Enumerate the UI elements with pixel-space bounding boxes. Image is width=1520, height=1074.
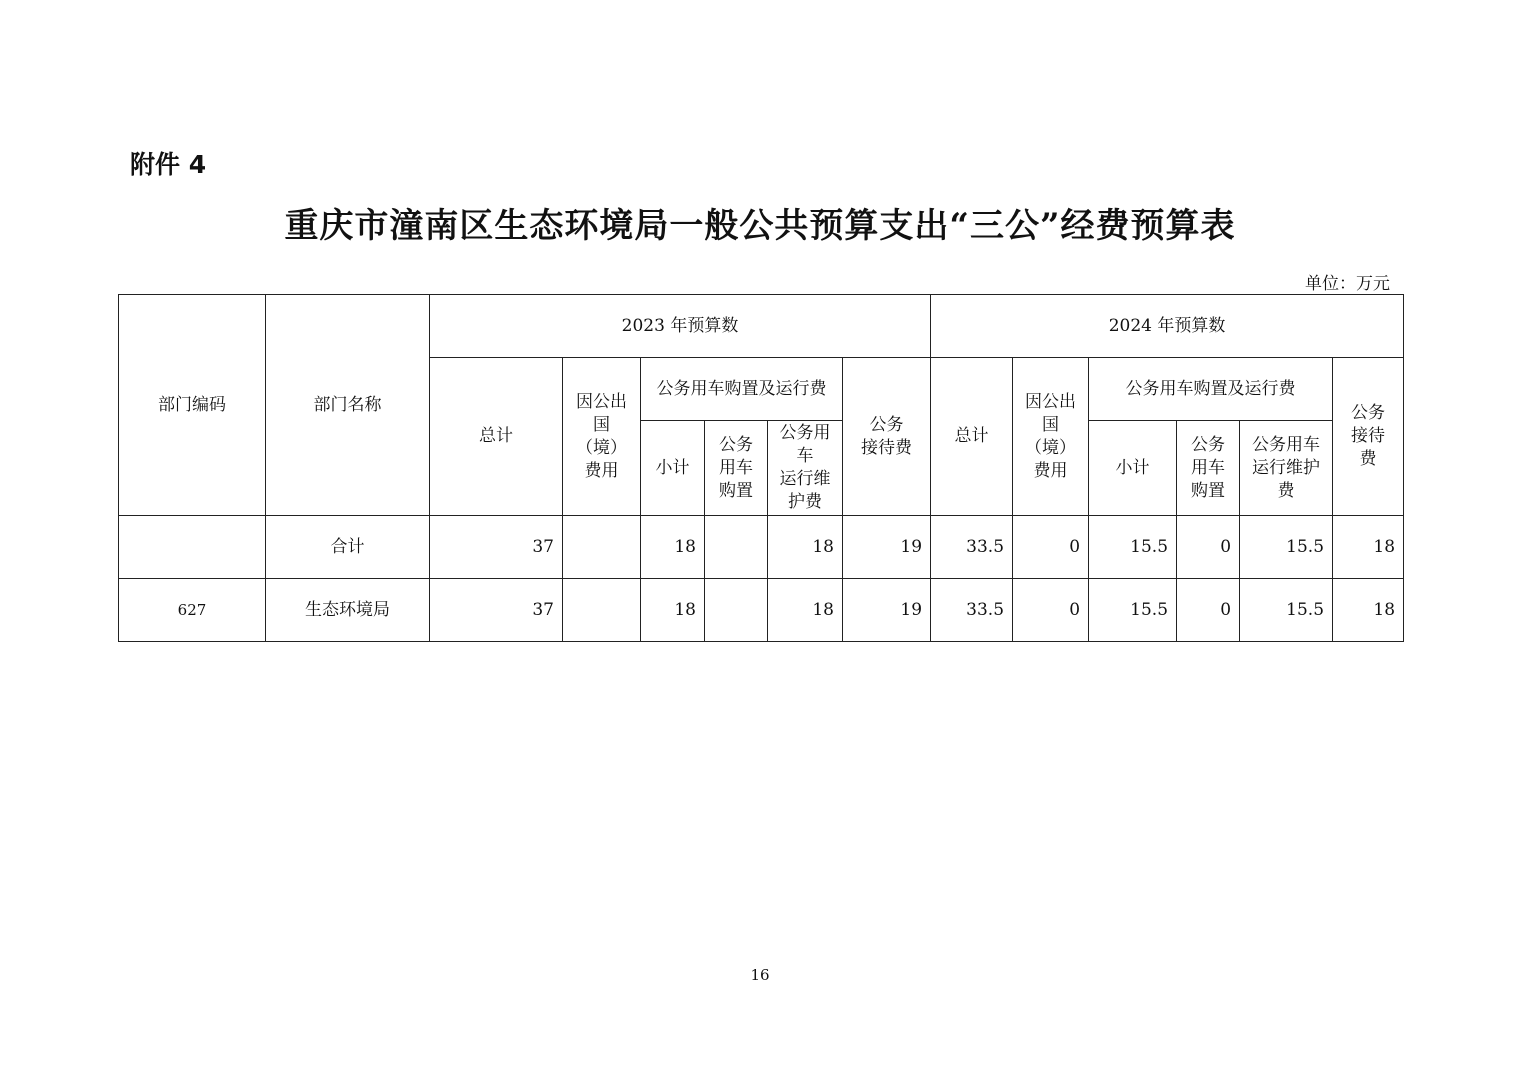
attachment-label: 附件 4: [130, 150, 207, 179]
cell-2023-purchase: [705, 516, 768, 579]
cell-2023-total: 37: [430, 579, 563, 642]
cell-2023-subtotal: 18: [641, 516, 705, 579]
header-2024-subtotal: 小计: [1089, 421, 1177, 516]
header-2024-abroad: 因公出 国（境） 费用: [1013, 358, 1089, 516]
cell-2023-subtotal: 18: [641, 579, 705, 642]
cell-code: 627: [119, 579, 266, 642]
cell-2024-abroad: 0: [1013, 516, 1089, 579]
cell-2023-maintenance: 18: [768, 579, 843, 642]
header-2024-purchase: 公务 用车 购置: [1177, 421, 1240, 516]
unit-label: 单位：万元: [1305, 274, 1390, 294]
header-year-2023: 2023 年预算数: [430, 295, 931, 358]
header-2023-maintenance: 公务用 车 运行维 护费: [768, 421, 843, 516]
cell-2024-abroad: 0: [1013, 579, 1089, 642]
cell-2024-total: 33.5: [931, 516, 1013, 579]
cell-2024-reception: 18: [1333, 516, 1404, 579]
header-row-years: [119, 295, 1404, 358]
cell-2023-maintenance: 18: [768, 516, 843, 579]
header-dept-code: 部门编码: [119, 295, 266, 516]
table-row-dept: [119, 579, 1404, 642]
cell-2023-abroad: [563, 579, 641, 642]
cell-2024-maintenance: 15.5: [1240, 516, 1333, 579]
header-2023-reception: 公务 接待费: [843, 358, 931, 516]
cell-2024-maintenance: 15.5: [1240, 579, 1333, 642]
cell-2023-abroad: [563, 516, 641, 579]
document-title: 重庆市潼南区生态环境局一般公共预算支出“三公”经费预算表: [284, 206, 1236, 246]
cell-2024-subtotal: 15.5: [1089, 516, 1177, 579]
cell-code: [119, 516, 266, 579]
header-2023-purchase: 公务 用车 购置: [705, 421, 768, 516]
page-number: 16: [750, 966, 770, 984]
cell-2023-reception: 19: [843, 579, 931, 642]
cell-2023-purchase: [705, 579, 768, 642]
cell-2024-purchase: 0: [1177, 579, 1240, 642]
cell-2023-total: 37: [430, 516, 563, 579]
header-2024-reception: 公务 接待 费: [1333, 358, 1404, 516]
cell-name: 合计: [266, 516, 430, 579]
cell-2024-total: 33.5: [931, 579, 1013, 642]
cell-2024-reception: 18: [1333, 579, 1404, 642]
header-2024-maintenance: 公务用车 运行维护 费: [1240, 421, 1333, 516]
budget-table: [118, 294, 1404, 642]
header-2023-total: 总计: [430, 358, 563, 516]
cell-2024-purchase: 0: [1177, 516, 1240, 579]
header-2023-vehicle: 公务用车购置及运行费: [641, 358, 843, 421]
table-row-total: [119, 516, 1404, 579]
header-2024-vehicle: 公务用车购置及运行费: [1089, 358, 1333, 421]
cell-2023-reception: 19: [843, 516, 931, 579]
header-2023-subtotal: 小计: [641, 421, 705, 516]
cell-name: 生态环境局: [266, 579, 430, 642]
cell-2024-subtotal: 15.5: [1089, 579, 1177, 642]
header-2023-abroad: 因公出 国（境） 费用: [563, 358, 641, 516]
header-year-2024: 2024 年预算数: [931, 295, 1404, 358]
header-2024-total: 总计: [931, 358, 1013, 516]
header-dept-name: 部门名称: [266, 295, 430, 516]
